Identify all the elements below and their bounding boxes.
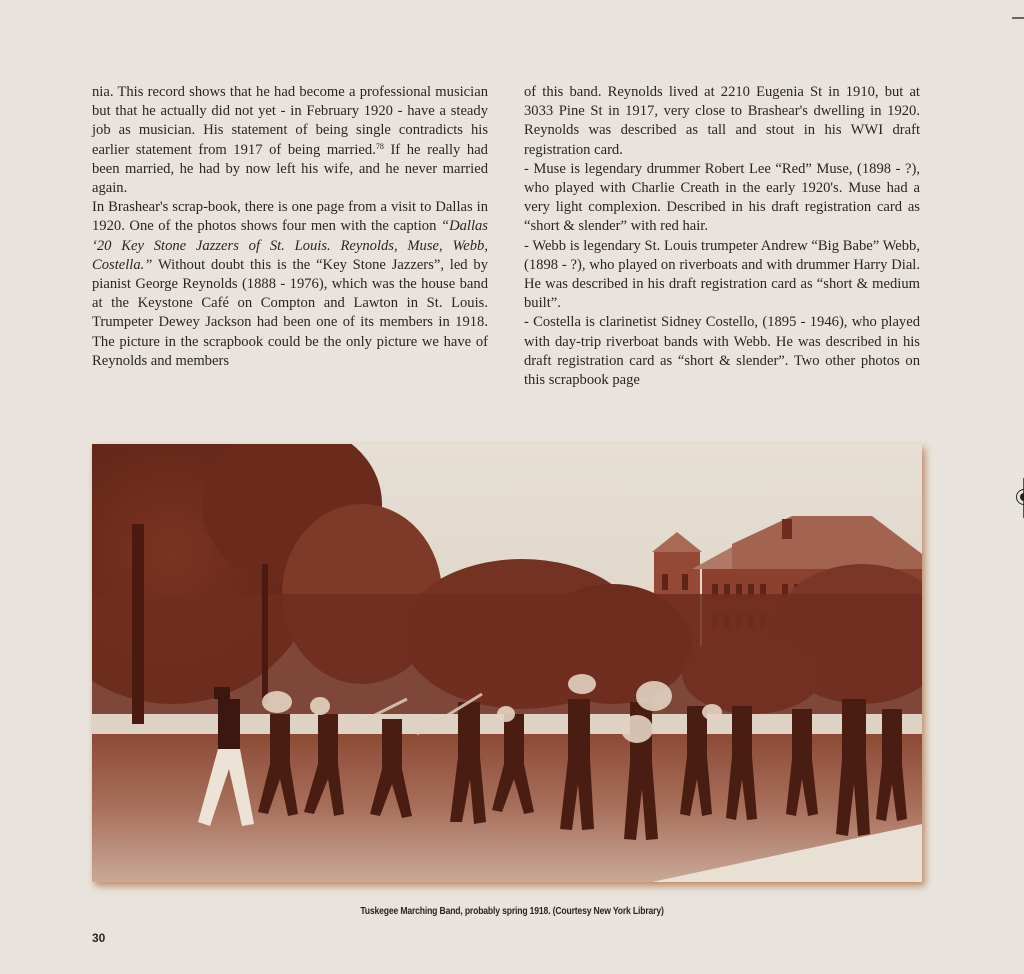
photo-caption: Tuskegee Marching Band, probably spring 1918. (Courtesy New York Library) [360,905,664,917]
left-paragraph-2-text-b: Without doubt this is the “Key Stone Jazzers”, led by pianist George Reynolds (1888 - 1976), which was the house band at the Keystone Café on Compton and Lawton in St. Louis. Trumpeter Dewey Jackson had been one of its members in 1918. The picture in the scrapbook could be the only picture we have of Reynolds and members [92,256,488,369]
right-paragraph-costella: - Costella is clarinetist Sidney Costello, (1895 - 1946), who played with day-trip riverboat bands with Webb. He was described in his draft registration card as “short & slender”. Two other photos on this scrapbook page [524,314,920,389]
right-paragraph-webb: - Webb is legendary St. Louis trumpeter Andrew “Big Babe” Webb, (1898 - ?), who played on riverboats and with drummer Harry Dial. He was described in his draft registration card as “short & medium built”. [524,237,920,312]
photo-illustration [92,444,922,882]
footnote-marker[interactable]: 78 [375,141,384,151]
right-text-column [524,83,920,390]
crop-mark [1012,17,1024,19]
page-number: 30 [92,931,106,945]
marching-band-photo [92,444,922,882]
left-text-column [92,83,488,371]
left-paragraph-1-text-b: If he really had been married, he had by now left his wife, and he never married again. [92,141,488,197]
registration-mark-icon [1016,489,1024,505]
scrapbook-caption-quote: “Dallas ‘20 Key Stone Jazzers of St. Louis. Reynolds, Muse, Webb, Costella.” [92,218,488,273]
right-paragraph-muse: - Muse is legendary drummer Robert Lee “Red” Muse, (1898 - ?), who played with Charlie Creath in the early 1920's. Muse had a very light complexion. Described in his draft registration card as “short & slender” with red hair. [524,160,920,235]
left-paragraph-2-text-a: In Brashear's scrap-book, there is one page from a visit to Dallas in 1920. One of the photos shows four men with the caption [92,199,488,235]
left-paragraph-2 [92,198,488,371]
left-paragraph-1 [92,83,488,198]
right-paragraph-1: of this band. Reynolds lived at 2210 Eugenia St in 1910, but at 3033 Pine St in 1917, very close to Brashear's dwelling in 1920. Reynolds was described as tall and stout in his WWI draft registration card. [524,84,920,158]
left-paragraph-1-text-a: nia. This record shows that he had become a professional musician but that he actually did not yet - in February 1920 - have a steady job as musician. His statement of being single contradicts his earlier statement from 1917 of being married. [92,84,488,158]
